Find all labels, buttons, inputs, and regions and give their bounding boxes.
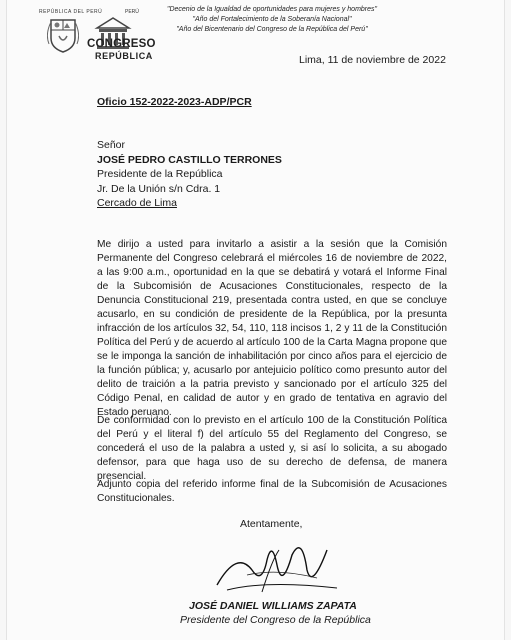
header-mottos [157, 5, 387, 35]
recipient-name: JOSÉ PEDRO CASTILLO TERRONES [97, 153, 282, 166]
handwritten-signature [207, 530, 347, 600]
body-paragraph: Me dirijo a usted para invitarlo a asistir a la sesión que la Comisión Permanente del Congreso celebrará el miércoles 16 de noviembre de 2022, a las 9:00 a.m., oportunidad en la que se debatirá y votará el Informe Final de la Subcomisión de Acusaciones Constitucionales, respecto de la Denuncia Constitucional 219, presentada contra usted, en que se concluye acusarlo, en su condición de presidente de la República, por la presunta infracción de los artículos 32, 54, 110, 118 incisos 1, 2 y 11 de la Constitución Política del Perú y de acuerdo al artículo 100 de la Carta Magna propone que se le imponga la sanción de inhabilitación por cinco años para el ejercicio de la función pública; y, acusarlo por antejuicio político como presunto autor del delito de traición a la patria previsto y sancionado por el artículo 325 del Código Penal, en calidad de autor y en grado de tentativa en agravio del Estado peruano. [97, 239, 447, 418]
body-paragraph: Adjunto copia del referido informe final de la Subcomisión de Acusaciones Constitucionales. [97, 479, 447, 504]
salutation: Señor [97, 139, 126, 151]
body-paragraph: De conformidad con lo previsto en el artículo 100 de la Constitución Política del Perú y el literal f) del artículo 55 del Reglamento del Congreso, se concederá el uso de la palabra a usted y, si así lo solicita, a su abogado defensor, para que haga uso de su derecho de defensa, de manera presencial. [97, 415, 447, 482]
reference-number: Oficio 152-2022-2023-ADP/PCR [97, 96, 252, 108]
country-label: REPÚBLICA DEL PERÚ [39, 9, 103, 15]
motto-line: "Año del Fortalecimiento de la Soberanía Nacional" [192, 16, 352, 23]
motto-line: "Año del Bicentenario del Congreso de la República del Perú" [176, 26, 368, 33]
recipient-block [97, 138, 282, 211]
org-name: CONGRESO [87, 38, 156, 50]
national-seal-icon [47, 14, 79, 54]
org-subtitle: REPÚBLICA [95, 51, 153, 61]
motto-line: "Decenio de la Igualdad de oportunidades para mujeres y hombres" [166, 6, 378, 13]
letter-page [6, 0, 505, 640]
closing: Atentamente, [240, 518, 303, 530]
signer-name: JOSÉ DANIEL WILLIAMS ZAPATA [189, 600, 357, 612]
signer-title: Presidente del Congreso de la República [180, 614, 371, 626]
recipient-city: Cercado de Lima [97, 197, 177, 209]
org-top-label: PERÚ [125, 9, 139, 15]
recipient-address: Jr. De la Unión s/n Cdra. 1 [97, 182, 221, 195]
letter-date: Lima, 11 de noviembre de 2022 [299, 54, 446, 66]
recipient-title: Presidente de la República [97, 168, 223, 180]
